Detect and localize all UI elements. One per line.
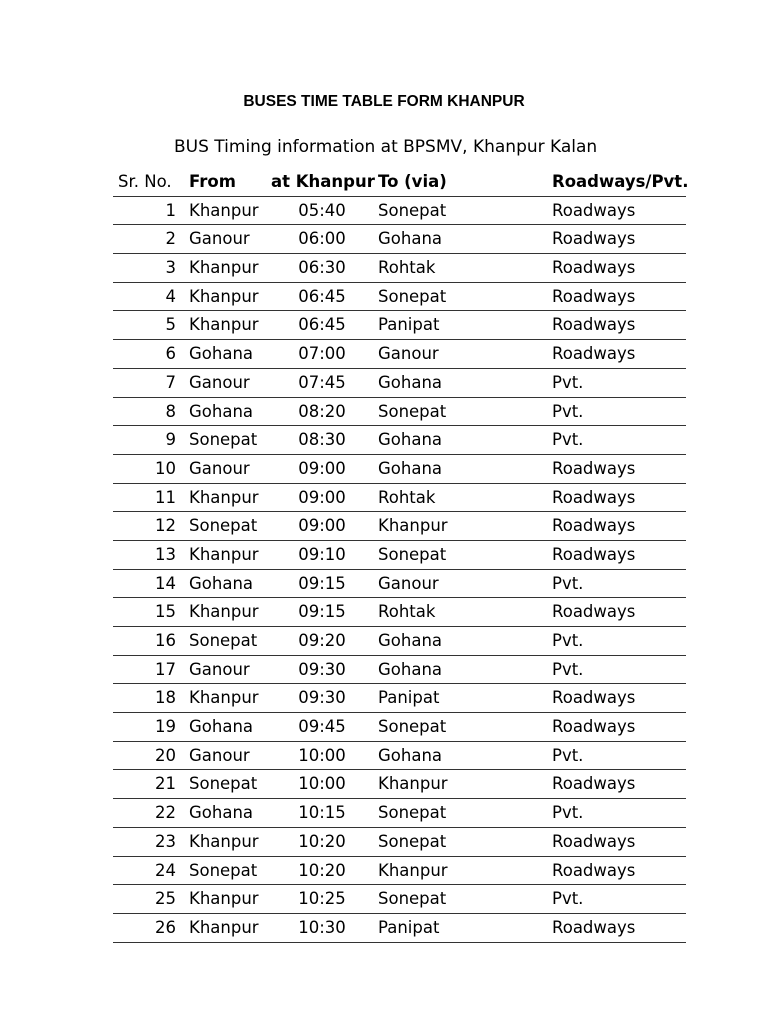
cell-from: Gohana [189,573,254,593]
cell-sr-no: 9 [165,430,176,450]
cell-to: Gohana [378,659,443,679]
cell-from: Ganour [189,458,250,478]
bus-timetable [113,168,689,943]
cell-to: Gohana [378,631,443,650]
cell-time: 08:20 [298,401,346,421]
cell-time: 10:20 [298,860,346,880]
cell-sr-no: 26 [155,917,176,937]
cell-from: Ganour [189,372,250,392]
cell-type: Roadways [552,458,636,478]
cell-to: Sonepat [378,831,447,851]
header-roadways-pvt: Roadways/Pvt. [552,172,689,191]
cell-time: 10:00 [298,774,346,794]
cell-type: Roadways [552,516,636,536]
cell-time: 09:20 [298,631,346,650]
table-row [113,484,686,513]
table-row [113,340,686,369]
cell-from: Khanpur [189,315,259,335]
cell-time: 06:30 [298,258,346,278]
cell-to: Rohtak [378,602,436,622]
table-row [113,828,686,857]
cell-sr-no: 24 [155,860,176,880]
cell-from: Ganour [189,659,250,679]
cell-time: 09:15 [298,573,346,593]
cell-from: Khanpur [189,544,259,564]
table-row [113,426,686,455]
cell-type: Roadways [552,229,636,249]
table-row [113,311,686,340]
cell-sr-no: 22 [155,803,176,823]
cell-from: Ganour [189,745,250,765]
cell-from: Gohana [189,344,254,364]
cell-sr-no: 1 [165,200,176,220]
table-row [113,197,686,226]
cell-type: Pvt. [552,573,584,593]
header-from: From [189,172,236,191]
cell-time: 09:45 [298,717,346,737]
table-row [113,570,686,599]
header-sr-no: Sr. No. [118,172,172,191]
cell-from: Gohana [189,803,254,823]
cell-time: 06:00 [298,229,346,249]
table-row [113,770,686,799]
cell-time: 10:00 [298,745,346,765]
cell-type: Roadways [552,344,636,364]
cell-type: Pvt. [552,889,584,909]
table-row [113,455,686,484]
cell-from: Khanpur [189,487,259,507]
cell-time: 09:30 [298,659,346,679]
cell-sr-no: 14 [155,573,176,593]
cell-type: Pvt. [552,401,584,421]
cell-type: Roadways [552,544,636,564]
table-row [113,225,686,254]
cell-sr-no: 16 [155,631,176,650]
cell-to: Sonepat [378,200,447,220]
cell-sr-no: 18 [155,688,176,708]
table-row [113,541,686,570]
cell-time: 07:00 [298,344,346,364]
cell-sr-no: 20 [155,745,176,765]
cell-time: 09:15 [298,602,346,622]
cell-from: Khanpur [189,831,259,851]
cell-to: Khanpur [378,774,448,794]
cell-from: Sonepat [189,774,258,794]
cell-sr-no: 12 [155,516,176,536]
cell-type: Roadways [552,286,636,306]
cell-from: Khanpur [189,917,259,937]
cell-type: Pvt. [552,745,584,765]
cell-to: Gohana [378,229,443,249]
cell-type: Roadways [552,917,636,937]
cell-time: 10:30 [298,917,346,937]
cell-sr-no: 6 [165,344,176,364]
cell-type: Pvt. [552,659,584,679]
cell-time: 09:00 [298,487,346,507]
cell-to: Khanpur [378,860,448,880]
cell-time: 08:30 [298,430,346,450]
cell-from: Khanpur [189,688,259,708]
header-to-via: To (via) [378,172,447,191]
header-at-khanpur: at Khanpur [271,172,375,191]
cell-sr-no: 25 [155,889,176,909]
table-row [113,512,686,541]
cell-to: Rohtak [378,487,436,507]
cell-sr-no: 17 [155,659,176,679]
cell-type: Roadways [552,688,636,708]
cell-to: Panipat [378,688,440,708]
cell-time: 07:45 [298,372,346,392]
cell-to: Ganour [378,573,439,593]
cell-type: Roadways [552,831,636,851]
cell-to: Rohtak [378,258,436,278]
cell-to: Gohana [378,458,443,478]
cell-time: 09:30 [298,688,346,708]
cell-type: Pvt. [552,631,584,650]
table-body [113,197,686,943]
cell-from: Sonepat [189,516,258,536]
cell-to: Gohana [378,372,443,392]
table-row [113,742,686,771]
cell-from: Gohana [189,717,254,737]
cell-sr-no: 19 [155,717,176,737]
cell-to: Sonepat [378,717,447,737]
cell-sr-no: 4 [165,286,176,306]
cell-to: Khanpur [378,516,448,536]
cell-sr-no: 10 [155,458,176,478]
cell-type: Pvt. [552,430,584,450]
cell-to: Gohana [378,745,443,765]
cell-time: 06:45 [298,286,346,306]
table-row [113,885,686,914]
cell-to: Gohana [378,430,443,450]
table-row [113,254,686,283]
cell-to: Ganour [378,344,439,364]
cell-sr-no: 21 [155,774,176,794]
cell-time: 10:20 [298,831,346,851]
table-row [113,656,686,685]
cell-from: Khanpur [189,602,259,622]
cell-sr-no: 7 [165,372,176,392]
cell-to: Sonepat [378,803,447,823]
cell-type: Pvt. [552,803,584,823]
cell-from: Khanpur [189,889,259,909]
cell-type: Roadways [552,487,636,507]
cell-to: Sonepat [378,401,447,421]
cell-from: Ganour [189,229,250,249]
cell-sr-no: 3 [165,258,176,278]
table-row [113,369,686,398]
cell-to: Sonepat [378,889,447,909]
cell-sr-no: 8 [165,401,176,421]
cell-type: Roadways [552,200,636,220]
cell-from: Khanpur [189,200,259,220]
cell-to: Panipat [378,315,440,335]
table-header-row [113,168,689,197]
cell-sr-no: 15 [155,602,176,622]
table-row [113,398,686,427]
cell-sr-no: 23 [155,831,176,851]
cell-type: Roadways [552,860,636,880]
table-row [113,627,686,656]
cell-to: Sonepat [378,544,447,564]
table-row [113,598,686,627]
table-row [113,684,686,713]
cell-to: Panipat [378,917,440,937]
page-subtitle: BUS Timing information at BPSMV, Khanpur Kalan [174,137,598,157]
cell-time: 09:10 [298,544,346,564]
cell-type: Roadways [552,717,636,737]
cell-from: Khanpur [189,258,259,278]
table-row [113,713,686,742]
page-title: BUSES TIME TABLE FORM KHANPUR [243,93,525,110]
cell-type: Roadways [552,774,636,794]
cell-from: Sonepat [189,430,258,450]
cell-from: Khanpur [189,286,259,306]
cell-time: 06:45 [298,315,346,335]
cell-sr-no: 11 [155,487,176,507]
cell-from: Sonepat [189,860,258,880]
cell-sr-no: 13 [155,544,176,564]
cell-time: 10:15 [298,803,346,823]
cell-type: Roadways [552,258,636,278]
table-row [113,283,686,312]
cell-from: Gohana [189,401,254,421]
cell-sr-no: 2 [165,229,176,249]
cell-time: 09:00 [298,458,346,478]
cell-sr-no: 5 [165,315,176,335]
cell-from: Sonepat [189,631,258,650]
cell-type: Roadways [552,602,636,622]
cell-type: Roadways [552,315,636,335]
table-row [113,914,686,943]
table-row [113,799,686,828]
cell-to: Sonepat [378,286,447,306]
cell-time: 05:40 [298,200,346,220]
cell-type: Pvt. [552,372,584,392]
cell-time: 10:25 [298,889,346,909]
table-row [113,857,686,886]
cell-time: 09:00 [298,516,346,536]
